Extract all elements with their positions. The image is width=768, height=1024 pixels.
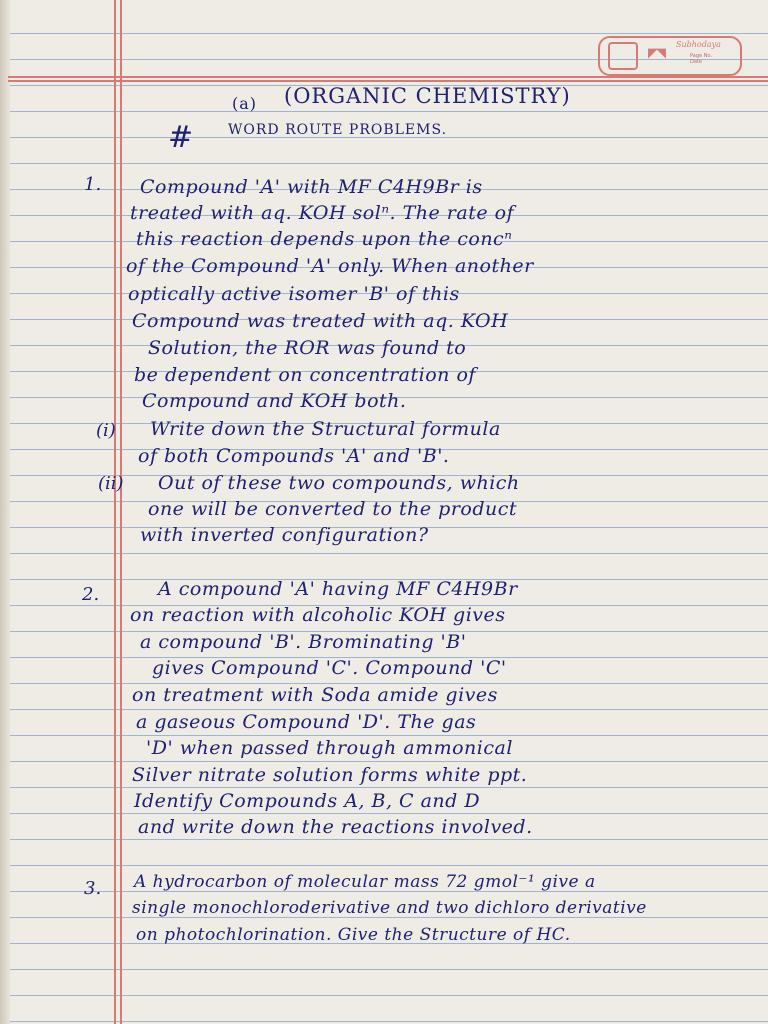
header-rule-second bbox=[8, 80, 768, 82]
question-1-sub-line: of both Compounds 'A' and 'B'. bbox=[138, 445, 450, 467]
question-3-number: 3. bbox=[84, 878, 102, 899]
hash-mark: # bbox=[168, 120, 194, 155]
question-2-line: gives Compound 'C'. Compound 'C' bbox=[152, 657, 507, 679]
logo-page-fields: Page No. Date bbox=[690, 53, 712, 65]
question-2-line: a gaseous Compound 'D'. The gas bbox=[136, 711, 477, 733]
question-1-line: Compound was treated with aq. KOH bbox=[132, 310, 509, 332]
question-2-number: 2. bbox=[82, 584, 100, 605]
question-2-line: A compound 'A' having MF C4H9Br bbox=[158, 578, 518, 600]
question-1-sub-line: Out of these two compounds, which bbox=[158, 472, 520, 494]
question-1-sub-i-number: (i) bbox=[96, 420, 116, 441]
question-1-line: of the Compound 'A' only. When another bbox=[126, 255, 534, 277]
question-1-line: Solution, the ROR was found to bbox=[148, 337, 467, 359]
margin-line-second bbox=[120, 0, 122, 1024]
question-2-line: on reaction with alcoholic KOH gives bbox=[130, 604, 506, 626]
question-1-line: optically active isomer 'B' of this bbox=[128, 283, 460, 305]
logo-box-icon bbox=[608, 42, 638, 70]
question-2-line: and write down the reactions involved. bbox=[138, 816, 533, 838]
question-1-sub-ii-number: (ii) bbox=[98, 473, 124, 494]
question-3-line: A hydrocarbon of molecular mass 72 gmol⁻¹ give a bbox=[134, 872, 596, 892]
question-1-line: this reaction depends upon the concⁿ bbox=[136, 228, 513, 250]
question-2-line: on treatment with Soda amide gives bbox=[132, 684, 498, 706]
header-rule bbox=[8, 76, 768, 78]
page-subtitle: WORD ROUTE PROBLEMS. bbox=[228, 122, 448, 138]
page-edge bbox=[0, 0, 10, 1024]
question-1-sub-line: with inverted configuration? bbox=[140, 524, 429, 546]
question-1-sub-line: Write down the Structural formula bbox=[150, 418, 501, 440]
question-2-line: Identify Compounds A, B, C and D bbox=[134, 790, 481, 812]
question-2-line: 'D' when passed through ammonical bbox=[146, 737, 513, 759]
notebook-logo bbox=[598, 36, 742, 76]
question-1-line: Compound and KOH both. bbox=[142, 390, 407, 412]
question-1-line: treated with aq. KOH solⁿ. The rate of bbox=[130, 202, 515, 224]
question-3-line: on photochlorination. Give the Structure of HC. bbox=[136, 925, 571, 945]
logo-brand-text: Subhodaya bbox=[676, 40, 721, 49]
question-3-line: single monochloroderivative and two dichloro derivative bbox=[132, 898, 647, 918]
question-2-line: Silver nitrate solution forms white ppt. bbox=[132, 764, 528, 786]
page-title: (ORGANIC CHEMISTRY) bbox=[284, 84, 571, 108]
question-1-number: 1. bbox=[84, 174, 102, 195]
open-book-icon: ◤◥ bbox=[648, 46, 664, 61]
question-2-line: a compound 'B'. Brominating 'B' bbox=[140, 631, 467, 653]
question-1-sub-line: one will be converted to the product bbox=[148, 498, 518, 520]
margin-line bbox=[114, 0, 116, 1024]
heading-prefix: (a) bbox=[232, 94, 258, 113]
question-1-line: be dependent on concentration of bbox=[134, 364, 476, 386]
question-1-line: Compound 'A' with MF C4H9Br is bbox=[140, 176, 483, 198]
